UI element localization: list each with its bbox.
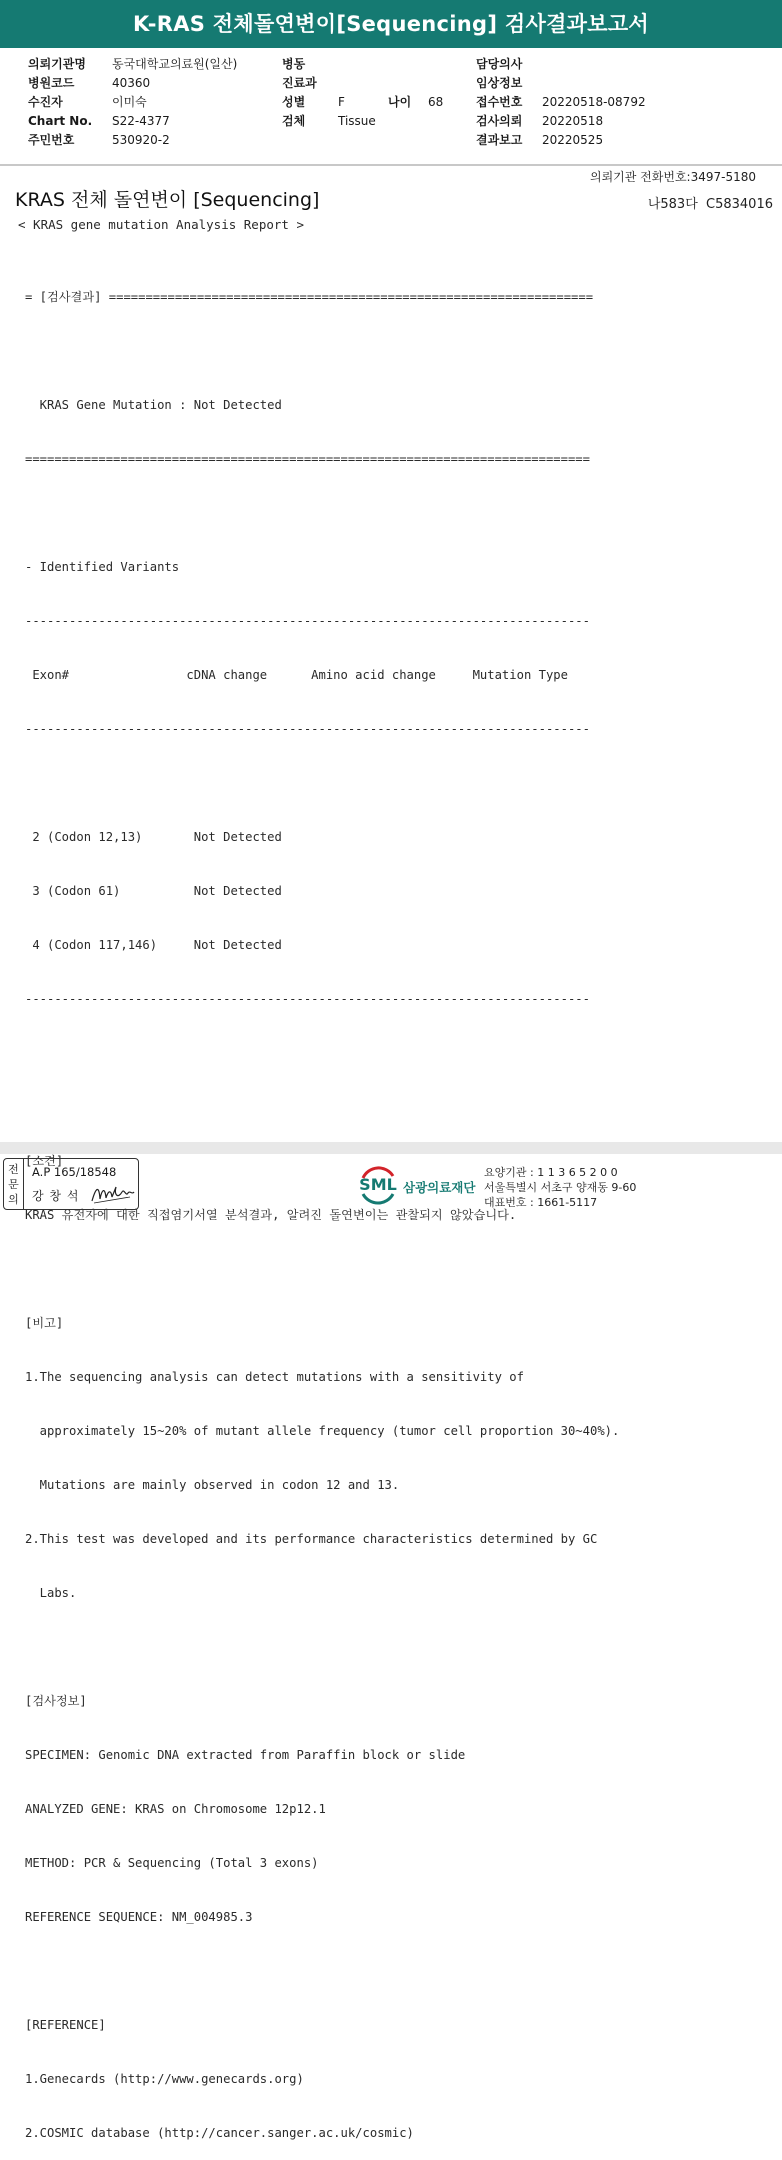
report-code: 나583다 C5834016 [647,197,773,212]
stamp-label: 전문의 [4,1159,24,1209]
banner-title: K-RAS 전체돌연변이[Sequencing] 검사결과보고서 [132,12,650,36]
finding-text: KRAS 유전자에 대한 직접염기서열 분석결과, 알려진 돌연변이는 관찰되지 않았습니다. [25,1208,517,1222]
header-col2 [282,55,443,131]
ref-title: [REFERENCE] [25,2018,106,2032]
sml-logo [357,1164,399,1206]
info-line: METHOD: PCR & Sequencing (Total 3 exons) [25,1856,319,1870]
receipt-no-value: 20220518-08792 [542,95,646,109]
chart-no-label: Chart No. [28,114,93,128]
request-date-label: 검사의뢰 [476,114,523,128]
request-date-value: 20220518 [542,114,604,128]
resident-no-value: 530920-2 [112,133,170,147]
table-row: 2 (Codon 12,13) Not Detected [25,830,282,844]
phone-number: 의뢰기관 전화번호:3497-5180 [589,170,756,184]
signature-box [3,1158,139,1210]
resident-no-label: 주민번호 [28,133,75,147]
specimen-label: 검체 [282,114,306,128]
logo-text: SML [359,1175,397,1194]
note-line: 2.This test was developed and its performance characteristics determined by GC [25,1532,598,1546]
note-title: [비고] [25,1316,64,1330]
table-row: 4 (Codon 117,146) Not Detected [25,938,282,952]
dash-rule-bottom: ----------------------------------------------------------------------------- [25,992,590,1006]
result-header: = [검사결과] ================================================================== [25,290,594,304]
age-label: 나이 [388,95,412,109]
report-banner [0,0,782,48]
org-line: 대표번호 : 1661-5117 [484,1196,598,1209]
finding-title: [소견] [25,1154,64,1168]
table-header: Exon# cDNA change Amino acid change Mutation Type [25,668,568,682]
info-line: ANALYZED GENE: KRAS on Chromosome 12p12.1 [25,1802,326,1816]
specimen-value: Tissue [338,114,376,128]
org-line: 요양기관 : 1 1 3 6 5 2 0 0 [484,1166,618,1179]
ref-line: 1.Genecards (http://www.genecards.org) [25,2072,304,2086]
receipt-no-label: 접수번호 [476,95,523,109]
info-title: [검사정보] [25,1694,87,1708]
header-col1 [28,55,237,150]
report-title: KRAS 전체 돌연변이 [Sequencing] [15,189,320,211]
hospital-code-label: 병원코드 [28,76,75,90]
footer-band [0,1142,782,1154]
org-info [484,1165,636,1210]
variants-title: - Identified Variants [25,560,180,574]
table-row: 3 (Codon 61) Not Detected [25,884,282,898]
ward-label: 병동 [282,57,306,71]
info-line: SPECIMEN: Genomic DNA extracted from Paraffin block or slide [25,1748,466,1762]
report-date-value: 20220525 [542,133,604,147]
doctor-label: 담당의사 [476,57,523,71]
dash-rule-top: ----------------------------------------------------------------------------- [25,614,590,628]
age-value: 68 [428,95,444,109]
sex-value: F [338,95,345,109]
signature-icon [90,1183,136,1205]
sex-label: 성별 [282,95,306,109]
chart-no-value: S22-4377 [112,114,170,128]
report-subtitle: < KRAS gene mutation Analysis Report > [18,217,304,232]
ap-code: A.P 165/18548 [32,1165,117,1179]
note-line: Mutations are mainly observed in codon 12 and 13. [25,1478,400,1492]
org-line: 서울특별시 서초구 양재동 9-60 [484,1181,637,1194]
note-line: approximately 15~20% of mutant allele frequency (tumor cell proportion 30~40%). [25,1424,620,1438]
hospital-code-value: 40360 [112,76,151,90]
department-label: 진료과 [282,76,317,90]
note-line: 1.The sequencing analysis can detect mutations with a sensitivity of [25,1370,524,1384]
note-line: Labs. [25,1586,77,1600]
header-col3 [476,55,646,150]
info-line: REFERENCE SEQUENCE: NM_004985.3 [25,1910,253,1924]
doctor-name: 강 창 석 [32,1189,80,1203]
dash-rule-mid: ----------------------------------------------------------------------------- [25,722,590,736]
patient-value: 이미숙 [112,95,147,109]
patient-label: 수진자 [28,95,63,109]
clinical-info-label: 임상정보 [476,76,523,90]
result-line: KRAS Gene Mutation : Not Detected [25,398,282,412]
report-date-label: 결과보고 [476,133,523,147]
eq-rule: ============================================================================= [25,452,590,466]
org-name: 삼광의료재단 [403,1180,476,1195]
ref-line: 2.COSMIC database (http://cancer.sanger.ac.uk/cosmic) [25,2126,414,2140]
header-divider [0,164,782,166]
hospital-label: 의뢰기관명 [28,57,86,71]
hospital-value: 동국대학교의료원(일산) [112,57,238,71]
